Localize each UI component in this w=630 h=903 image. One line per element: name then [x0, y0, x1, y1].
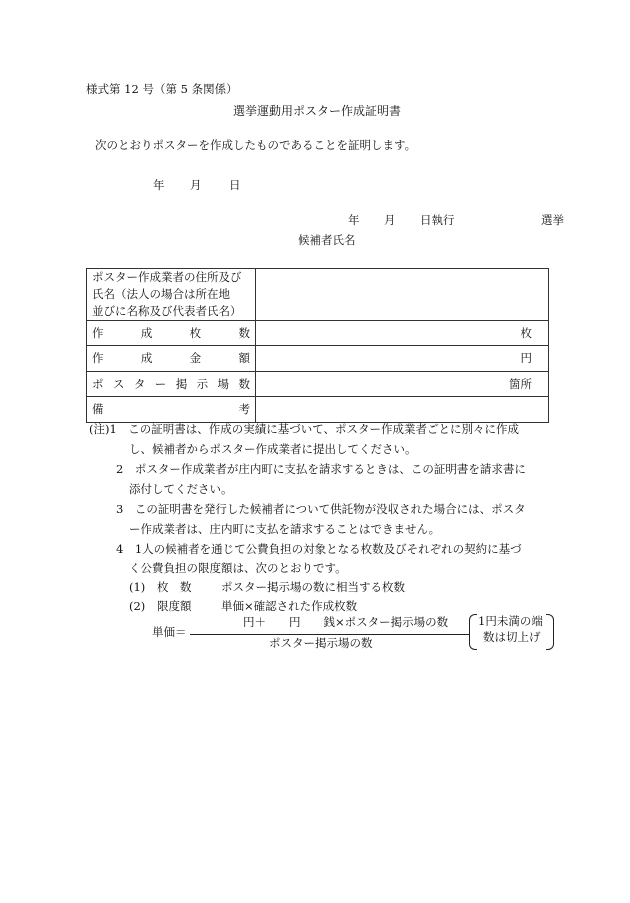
date-month: 月 — [190, 178, 202, 192]
document-title: 選挙運動用ポスター作成証明書 — [233, 104, 402, 118]
table-row — [87, 397, 549, 423]
unit-yen: 円 — [520, 351, 532, 365]
poster-site-count-label: ポ ス タ ー 掲 示 場 数 — [92, 376, 250, 391]
sheet-count-value[interactable] — [256, 321, 549, 346]
address-label-line: 氏名（法人の場合は所在地 — [92, 287, 230, 301]
subnote-1-label: 枚 数 — [157, 580, 192, 594]
unit-places: 箇所 — [509, 376, 532, 391]
subnote-1-number: (1) — [129, 580, 146, 594]
address-label-line: ポスター作成業者の住所及び — [92, 270, 242, 284]
subnote-1-text: ポスター掲示場の数に相当する枚数 — [221, 580, 405, 594]
candidate-name-label: 候補者氏名 — [298, 233, 356, 247]
note-4-line-2: く公費負担の限度額は、次のとおりです。 — [129, 561, 347, 575]
table-row — [87, 321, 549, 346]
right-parenthesis — [546, 614, 554, 650]
election-name: 選挙 — [541, 213, 564, 227]
table-row — [87, 372, 549, 397]
address-label-line: 並びに名称及び代表者氏名） — [92, 304, 242, 318]
note-4-line-1: 4 1人の候補者を通じて公費負担の対象となる枚数及びそれぞれの契約に基づ — [116, 542, 522, 556]
note-1-line-1: (注)1 この証明書は、作成の実績に基づいて、ポスター作成業者ごとに別々に作成 — [89, 422, 520, 436]
note-3-line-2: ー作成業者は、庄内町に支払を請求することはできません。 — [129, 522, 441, 536]
amount-value[interactable] — [256, 346, 549, 372]
fraction-bar — [190, 634, 470, 635]
left-parenthesis — [469, 614, 477, 650]
unit-sheets: 枚 — [520, 325, 532, 340]
poster-site-count-value[interactable] — [256, 372, 549, 397]
amount-label: 作 成 金 額 — [92, 351, 250, 365]
remarks-label: 備 考 — [92, 402, 250, 416]
note-2-line-1: 2 ポスター作成業者が庄内町に支払を請求するときは、この証明書を請求書に — [116, 462, 526, 476]
formula-denominator: ポスター掲示場の数 — [269, 636, 373, 650]
address-label — [87, 269, 256, 321]
note-1-line-2: し、候補者からポスター作成業者に提出してください。 — [129, 442, 417, 456]
paren-note-line-2: 数は切上げ — [483, 630, 541, 644]
address-value[interactable] — [256, 269, 549, 321]
election-year: 年 — [348, 213, 360, 227]
form-number: 様式第 12 号（第 5 条関係） — [86, 82, 238, 96]
poster-table — [86, 268, 549, 423]
remarks-value[interactable] — [256, 397, 549, 423]
note-3-line-1: 3 この証明書を発行した候補者について供託物が没収された場合には、ポスタ — [116, 502, 526, 516]
date-day: 日 — [229, 178, 241, 192]
election-month: 月 — [384, 213, 396, 227]
note-2-line-2: 添付してください。 — [129, 482, 233, 496]
date-year: 年 — [153, 178, 165, 192]
sheet-count-label: 作 成 枚 数 — [92, 325, 250, 340]
formula-lhs: 単価＝ — [152, 625, 187, 639]
address-row — [87, 269, 549, 321]
subnote-2-number: (2) — [129, 599, 146, 613]
subnote-2-label: 限度額 — [157, 599, 192, 613]
table-row — [87, 346, 549, 372]
election-day-exec: 日執行 — [420, 213, 455, 227]
formula-numerator: 円＋ 円 銭×ポスター掲示場の数 — [243, 615, 449, 629]
paren-note-line-1: 1円未満の端 — [478, 614, 543, 628]
statement: 次のとおりポスターを作成したものであることを証明します。 — [95, 138, 417, 152]
subnote-2-text: 単価×確認された作成枚数 — [221, 599, 358, 613]
